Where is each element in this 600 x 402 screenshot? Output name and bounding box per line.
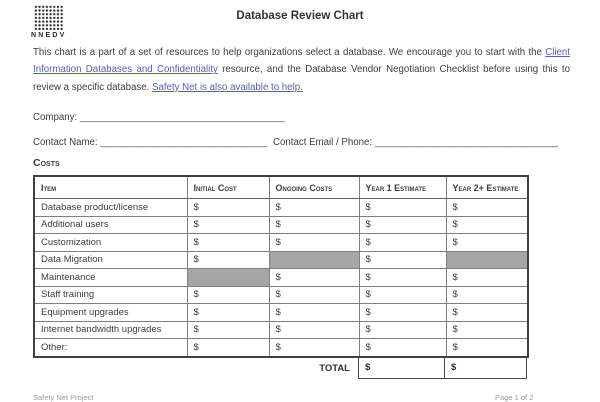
costs-heading: Costs	[33, 157, 60, 169]
cost-cell: $	[269, 234, 359, 252]
table-row	[34, 199, 528, 217]
item-cell: Other:	[34, 339, 187, 357]
costs-table-wrap	[33, 175, 527, 379]
intro-paragraph	[33, 44, 570, 96]
column-header-1: Initial Cost	[187, 176, 269, 199]
contact-email-blank-line: __________________________________	[374, 137, 558, 148]
cost-cell: $	[446, 304, 528, 322]
company-label: Company:	[33, 112, 78, 123]
costs-table	[33, 175, 529, 358]
item-cell: Customization	[34, 234, 187, 252]
cost-cell: $	[269, 199, 359, 217]
cost-cell-blocked	[446, 251, 528, 269]
table-row	[34, 251, 528, 269]
total-row	[33, 358, 527, 379]
item-cell: Additional users	[34, 216, 187, 234]
cost-cell: $	[446, 269, 528, 287]
cost-cell: $	[269, 269, 359, 287]
table-row	[34, 216, 528, 234]
link-safety-net-help[interactable]: Safety Net is also available to help.	[152, 81, 303, 93]
item-cell: Database product/license	[34, 199, 187, 217]
cost-cell: $	[187, 199, 269, 217]
item-cell: Internet bandwidth upgrades	[34, 321, 187, 339]
total-cell-year2plus: $	[445, 358, 527, 379]
cost-cell: $	[446, 321, 528, 339]
cost-cell: $	[446, 199, 528, 217]
contact-name-label: Contact Name:	[33, 137, 98, 148]
cost-cell: $	[359, 234, 446, 252]
table-row	[34, 321, 528, 339]
cost-cell: $	[187, 304, 269, 322]
cost-cell: $	[359, 251, 446, 269]
column-header-2: Ongoing Costs	[269, 176, 359, 199]
cost-cell: $	[269, 286, 359, 304]
cost-cell: $	[359, 304, 446, 322]
footer-right-fragment: Page 1 of 2	[495, 393, 534, 402]
costs-table-body	[34, 199, 528, 357]
cost-cell: $	[446, 234, 528, 252]
cost-cell-blocked	[269, 251, 359, 269]
cost-cell: $	[187, 321, 269, 339]
table-row	[34, 304, 528, 322]
company-blank-line: ______________________________________	[79, 112, 285, 123]
cost-cell: $	[269, 339, 359, 357]
contact-email-line	[273, 137, 558, 148]
cost-cell: $	[359, 216, 446, 234]
footer-left-fragment: Safety Net Project	[33, 393, 94, 402]
intro-text-2: resource, and the Database Vendor Negotiation Checklist before using this to review a specific database.	[33, 64, 570, 93]
total-cell-year1: $	[358, 358, 445, 379]
cost-cell: $	[359, 339, 446, 357]
table-row	[34, 286, 528, 304]
table-row	[34, 234, 528, 252]
cost-cell: $	[187, 286, 269, 304]
total-label: TOTAL	[319, 362, 350, 374]
cost-cell: $	[269, 216, 359, 234]
cost-cell: $	[187, 234, 269, 252]
cost-cell: $	[187, 216, 269, 234]
costs-header-row	[34, 176, 528, 199]
contact-email-label: Contact Email / Phone:	[273, 137, 373, 148]
link-client-information-databases[interactable]: Client Information Databases and Confidentiality	[33, 47, 570, 76]
cost-cell: $	[187, 251, 269, 269]
contact-name-blank-line: _______________________________	[100, 137, 268, 148]
cost-cell: $	[446, 339, 528, 357]
cost-cell: $	[359, 286, 446, 304]
contact-name-line	[33, 137, 267, 148]
column-header-3: Year 1 Estimate	[359, 176, 446, 199]
company-line	[33, 112, 285, 123]
item-cell: Staff training	[34, 286, 187, 304]
nnedv-logo-text: NNEDV	[31, 32, 67, 39]
cost-cell: $	[446, 216, 528, 234]
cost-cell: $	[269, 321, 359, 339]
column-header-0: Item	[34, 176, 187, 199]
cost-cell-blocked	[187, 269, 269, 287]
cost-cell: $	[359, 321, 446, 339]
page-title: Database Review Chart	[236, 10, 364, 22]
intro-text-1: This chart is a part of a set of resources to help organizations select a database. We encourage you to start with the	[33, 47, 546, 58]
cost-cell: $	[359, 199, 446, 217]
table-row	[34, 339, 528, 357]
item-cell: Maintenance	[34, 269, 187, 287]
item-cell: Data Migration	[34, 251, 187, 269]
table-row	[34, 269, 528, 287]
cost-cell: $	[446, 286, 528, 304]
cost-cell: $	[269, 304, 359, 322]
column-header-4: Year 2+ Estimate	[446, 176, 528, 199]
cost-cell: $	[187, 339, 269, 357]
item-cell: Equipment upgrades	[34, 304, 187, 322]
cost-cell: $	[359, 269, 446, 287]
